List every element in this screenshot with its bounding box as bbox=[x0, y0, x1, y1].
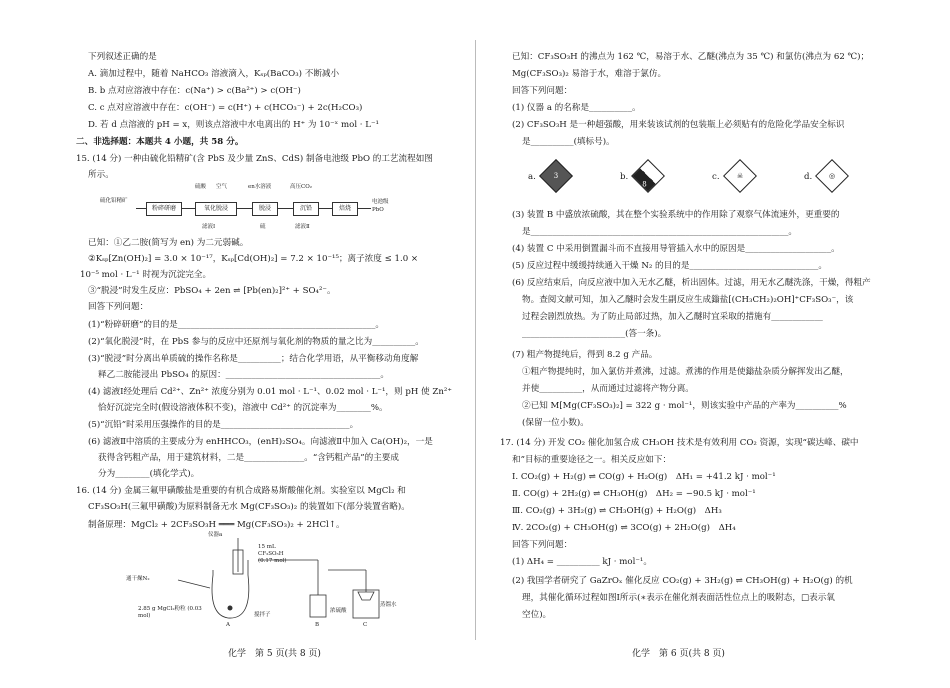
q17-stem-2: 和”目标的重要途径之一。相关反应如下： bbox=[512, 455, 672, 465]
flow-product-sulfur: 硫 bbox=[260, 224, 266, 230]
flow-reagent-acid: 硫酸 bbox=[195, 184, 207, 190]
flow-arrow bbox=[277, 208, 293, 209]
apparatus-label-a: 仪器a bbox=[208, 532, 223, 538]
oxidizer-icon: ◎ bbox=[815, 159, 849, 193]
hazard-label-a: a. bbox=[528, 172, 536, 182]
hazard-label-c: c. bbox=[712, 172, 720, 182]
q15-part-1: (1)“粉碎研磨”的目的是______________________________________________。 bbox=[88, 320, 384, 330]
q16-part-1: (1) 仪器 a 的名称是__________。 bbox=[512, 103, 641, 113]
q16-part-7-1b: 并使__________，从而通过过滤将产物分离。 bbox=[522, 384, 694, 394]
left-page bbox=[76, 0, 463, 688]
apparatus-label-stirrer: 搅拌子 bbox=[254, 612, 271, 618]
flow-arrow bbox=[318, 208, 332, 209]
q15-given-1: 已知：①乙二胺(简写为 en) 为二元弱碱。 bbox=[88, 238, 249, 248]
apparatus-diagram bbox=[108, 530, 408, 630]
page-footer-right: 化学 第 6 页(共 8 页) bbox=[632, 649, 725, 659]
flow-box-precipitate: 沉铅 bbox=[293, 202, 319, 216]
apparatus-label-water: 蒸馏水 bbox=[380, 602, 397, 608]
flow-arrow bbox=[181, 208, 195, 209]
q16-stem-2: CF₃SO₃H(三氟甲磺酸)为原料制备无水 Mg(CF₃SO₃)₂ 的装置如下(部分装置省略)。 bbox=[88, 502, 410, 512]
q16-part-7-2: ②已知 M[Mg(CF₃SO₃)₂] = 322 g · mol⁻¹，则该实验中产品的产率为__________% bbox=[522, 401, 847, 411]
apparatus-label-mgcl2: 2.85 g MgCl₂粉粒 (0.03 mol) bbox=[138, 606, 202, 619]
q16-part-7: (7) 粗产物提纯后，得到 8.2 g 产品。 bbox=[512, 350, 658, 360]
flow-arrow bbox=[236, 208, 252, 209]
q16-part-6b: 物。查阅文献可知，加入乙醚时会发生副反应生成鎓盐[(CH₃CH₂)₂OH]⁺CF₃SO₃⁻，该 bbox=[522, 295, 854, 305]
reaction-1: Ⅰ. CO₂(g) + H₂(g) ⇌ CO(g) + H₂O(g) ΔH₁ = +41.2 kJ · mol⁻¹ bbox=[512, 472, 776, 482]
q16-answer-prompt: 回答下列问题： bbox=[512, 86, 573, 96]
q16-stem: 16. (14 分) 金属三氟甲磺酸盐是重要的有机合成路易斯酸催化剂。实验室以 MgCl₂ 和 bbox=[76, 486, 406, 496]
q15-part-6c: 分为________(填化学式)。 bbox=[98, 469, 200, 479]
q16-known-2: Mg(CF₃SO₃)₂ 易溶于水，难溶于氯仿。 bbox=[512, 69, 667, 79]
right-page bbox=[500, 0, 882, 688]
q15-given-3: ③“脱浸”时发生反应：PbSO₄ + 2en ⇌ [Pb(en)₂]²⁺ + SO₄²⁻。 bbox=[88, 286, 336, 296]
q15-part-3: (3)“脱浸”时分离出单质硫的操作名称是__________；结合化学用语，从平衡移动角度解 bbox=[88, 354, 419, 364]
q16-part-6d: ________________________(答一条)。 bbox=[522, 329, 667, 339]
flow-product-filtrate1: 滤液Ⅰ bbox=[202, 224, 216, 230]
flow-box-oxidize: 氧化脱浸 bbox=[195, 202, 237, 216]
flow-arrow bbox=[357, 208, 371, 209]
reaction-2: Ⅱ. CO(g) + 2H₂(g) ⇌ CH₃OH(g) ΔH₂ = −90.5 kJ · mol⁻¹ bbox=[512, 489, 756, 499]
apparatus-letter-b: B bbox=[315, 622, 320, 628]
flow-box-grind: 粉碎研磨 bbox=[146, 202, 182, 216]
apparatus-letter-a: A bbox=[226, 622, 230, 628]
flow-reagent-co2: 高压CO₂ bbox=[290, 184, 312, 190]
apparatus-label-h2so4: 浓硫酸 bbox=[330, 608, 347, 614]
option-a: A. 滴加过程中，随着 NaHCO₃ 溶液滴入，Kₛₚ(BaCO₃) 不断减小 bbox=[88, 69, 340, 79]
q16-part-6c: 过程会剧烈放热。为了防止局部过热，加入乙醚时宜采取的措施有____________ bbox=[522, 312, 823, 322]
q16-part-6: (6) 反应结束后，向反应液中加入无水乙醚，析出固体。过滤，用无水乙醚洗涤，干燥，得粗产 bbox=[512, 278, 871, 288]
q16-known-1: 已知：CF₃SO₃H 的沸点为 162 ℃，易溶于水、乙醚(沸点为 35 ℃) 和氯仿(沸点为 62 ℃)； bbox=[512, 52, 870, 62]
option-c: C. c 点对应溶液中存在：c(OH⁻) = c(H⁺) + c(HCO₃⁻) + 2c(H₂CO₃) bbox=[88, 103, 363, 113]
corrosive-icon: 8 bbox=[631, 159, 665, 193]
hazard-signs bbox=[522, 158, 862, 198]
q15-part-5: (5)“沉铅”时采用压强操作的目的是______________________________。 bbox=[88, 420, 359, 430]
option-b: B. b 点对应溶液中存在：c(Na⁺) > c(Ba²⁺) > c(OH⁻) bbox=[88, 86, 301, 96]
flow-arrow bbox=[136, 208, 146, 209]
q16-part-2b: 是__________(填标号)。 bbox=[522, 137, 615, 147]
flow-product-filtrate2: 滤液Ⅱ bbox=[295, 224, 310, 230]
q16-part-7-1: ①粗产物提纯时，加入氯仿并煮沸，过滤。煮沸的作用是使鎓盐杂质分解挥发出乙醚， bbox=[522, 367, 849, 377]
q15-part-6: (6) 滤液Ⅱ中溶质的主要成分为 enHHCO₃，(enH)₂SO₄。向滤液Ⅱ中加入 Ca(OH)₂，一是 bbox=[88, 437, 433, 447]
q15-given-2: ②Kₛₚ[Zn(OH)₂] = 3.0 × 10⁻¹⁷，Kₛₚ[Cd(OH)₂] = 7.2 × 10⁻¹⁵；离子浓度 ≤ 1.0 × bbox=[88, 254, 419, 264]
q16-part-4: (4) 装置 C 中采用倒置漏斗而不直接用导管插入水中的原因是____________________。 bbox=[512, 244, 840, 254]
apparatus-label-reagent: 15 mL CF₃SO₃H (0.17 mol) bbox=[258, 544, 287, 564]
flow-reagent-en: en水溶液 bbox=[248, 184, 272, 190]
q17-part-2b: 理，其催化循环过程如图Ⅰ所示(∗表示在催化剂表面活性位点上的吸附态，□表示氧 bbox=[522, 593, 835, 603]
q16-part-7-2b: (保留一位小数)。 bbox=[522, 418, 589, 428]
flow-box-roast: 焙烧 bbox=[332, 202, 358, 216]
hazard-label-b: b. bbox=[620, 172, 629, 182]
q15-part-3b: 释乙二胺能浸出 PbSO₄ 的原因：____________________________________。 bbox=[98, 370, 389, 380]
hazard-label-d: d. bbox=[804, 172, 813, 182]
apparatus-letter-c: C bbox=[363, 622, 368, 628]
process-flow-diagram bbox=[100, 180, 420, 232]
q16-part-3: (3) 装置 B 中盛放浓硫酸，其在整个实验系统中的作用除了观察气体流速外，更重要的 bbox=[512, 210, 840, 220]
reaction-4: Ⅳ. 2CO₂(g) + CH₃OH(g) ⇌ 3CO(g) + 2H₂O(g) ΔH₄ bbox=[512, 523, 736, 533]
q16-part-5: (5) 反应过程中缓缓持续通入干燥 N₂ 的目的是______________________________。 bbox=[512, 261, 827, 271]
flow-reagent-air: 空气 bbox=[216, 184, 228, 190]
q15-part-6b: 获得含钙粗产品，用于建筑材料，二是______________。“含钙粗产品”的主要成 bbox=[98, 453, 399, 463]
option-d: D. 若 d 点溶液的 pH = x，则该点溶液中水电离出的 H⁺ 为 10⁻ˣ mol · L⁻¹ bbox=[88, 120, 379, 130]
q15-stem-2: 所示。 bbox=[88, 170, 114, 180]
q15-part-2: (2)“氧化脱浸”时，在 PbS 参与的反应中还原剂与氧化剂的物质的量之比为__________。 bbox=[88, 337, 424, 347]
q16-part-3b: 是____________________________________________________________。 bbox=[522, 227, 798, 237]
flow-start: 硫化铅精矿 bbox=[100, 198, 128, 204]
q17-part-1: (1) ΔH₄ = __________ kJ · mol⁻¹。 bbox=[512, 557, 652, 567]
q15-answer-prompt: 回答下列问题： bbox=[88, 302, 149, 312]
flow-box-leach: 脱浸 bbox=[252, 202, 278, 216]
page-footer-left: 化学 第 5 页(共 8 页) bbox=[228, 649, 321, 659]
toxic-icon: ☠ bbox=[723, 159, 757, 193]
q16-principle: 制备原理：MgCl₂ + 2CF₃SO₃H ═══ Mg(CF₃SO₃)₂ + 2HCl↑。 bbox=[88, 520, 345, 530]
flow-end: 电池级PbO bbox=[372, 199, 389, 213]
q17-answer-prompt: 回答下列问题： bbox=[512, 540, 573, 550]
reaction-3: Ⅲ. CO₂(g) + 3H₂(g) ⇌ CH₃OH(g) + H₂O(g) ΔH₃ bbox=[512, 506, 722, 516]
q17-stem: 17. (14 分) 开发 CO₂ 催化加氢合成 CH₃OH 技术是有效利用 CO₂ 资源，实现“碳达峰、碳中 bbox=[500, 438, 859, 448]
flame-icon: 3 bbox=[539, 159, 573, 193]
section-heading: 二、非选择题：本题共 4 小题，共 58 分。 bbox=[76, 137, 244, 147]
q15-part-4: (4) 滤液Ⅰ经处理后 Cd²⁺、Zn²⁺ 浓度分别为 0.01 mol · L⁻¹、0.02 mol · L⁻¹，则 pH 使 Zn²⁺ bbox=[88, 387, 452, 397]
q17-part-2: (2) 我国学者研究了 GaZrOₓ 催化反应 CO₂(g) + 3H₂(g) ⇌ CH₃OH(g) + H₂O(g) 的机 bbox=[512, 576, 853, 586]
page-divider bbox=[475, 40, 476, 640]
q17-part-2c: 空位)。 bbox=[522, 610, 552, 620]
apparatus-label-n2: 通干燥N₂ bbox=[126, 576, 150, 582]
stir-bar bbox=[228, 606, 233, 611]
q15-stem: 15. (14 分) 一种由硫化铅精矿(含 PbS 及少量 ZnS、CdS) 制备电池级 PbO 的工艺流程如图 bbox=[76, 154, 433, 164]
q15-part-4b: 恰好沉淀完全时(假设溶液体积不变)，溶液中 Cd²⁺ 的沉淀率为________%。 bbox=[98, 403, 388, 413]
question-stem: 下列叙述正确的是 bbox=[88, 52, 157, 62]
q15-given-2b: 10⁻⁵ mol · L⁻¹ 时视为沉淀完全。 bbox=[80, 270, 212, 280]
q16-part-2: (2) CF₃SO₃H 是一种超强酸，用来装该试剂的包装瓶上必须贴有的危险化学品安全标识 bbox=[512, 120, 845, 130]
